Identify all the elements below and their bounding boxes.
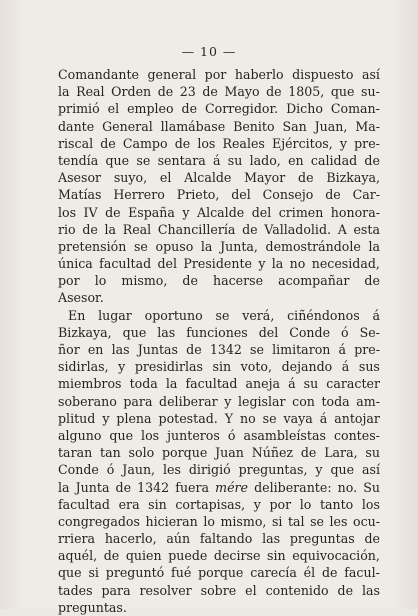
word: su xyxy=(227,152,243,168)
word: á xyxy=(288,376,296,392)
page-number: — 10 — xyxy=(181,44,237,59)
word: la xyxy=(368,238,380,254)
word: equivocación, xyxy=(292,548,380,564)
word: preguntas. xyxy=(58,599,127,615)
word: Conde xyxy=(289,324,331,340)
text-line xyxy=(58,307,380,324)
word: lado, xyxy=(249,152,281,168)
word: sin xyxy=(212,359,232,375)
word: y xyxy=(339,135,347,151)
text-line xyxy=(58,393,380,410)
text-line xyxy=(58,169,380,186)
text-line xyxy=(58,83,380,100)
word: pre- xyxy=(354,135,380,151)
word: que xyxy=(58,565,82,581)
word: antojar xyxy=(334,410,380,426)
word: Mayor xyxy=(244,170,286,186)
word: ó xyxy=(341,324,349,340)
word: porque xyxy=(162,445,208,461)
word: las xyxy=(362,582,380,598)
word: Alcalde xyxy=(184,170,232,186)
word: los xyxy=(141,427,160,443)
word: y xyxy=(258,256,266,272)
text-line xyxy=(58,204,380,221)
word: de xyxy=(103,548,120,564)
word: toda xyxy=(321,393,350,409)
word: de xyxy=(298,170,314,186)
word: Bizkaya, xyxy=(58,324,112,340)
word: así xyxy=(362,462,380,478)
text-line xyxy=(58,186,380,203)
word: Bizkaya, xyxy=(326,170,380,186)
word: se xyxy=(133,238,148,254)
word: á xyxy=(338,342,347,357)
word: á xyxy=(341,359,350,375)
word: se xyxy=(250,342,264,357)
word: aquél, xyxy=(58,548,98,564)
word: sobre xyxy=(200,582,237,598)
word: de xyxy=(364,531,380,547)
word: Junta xyxy=(75,479,110,495)
word: de xyxy=(82,221,98,237)
word: Valladolid. xyxy=(264,221,332,237)
word: de xyxy=(181,101,198,117)
word: limitaron xyxy=(272,342,331,357)
word: los xyxy=(361,496,380,512)
text-line xyxy=(58,66,380,83)
word: pre- xyxy=(354,342,380,357)
word: junteros xyxy=(167,427,220,443)
word: dante xyxy=(58,118,95,134)
word: de xyxy=(115,479,132,495)
word: Matías xyxy=(58,187,102,203)
word: vaya xyxy=(283,410,313,426)
word: Núñez xyxy=(251,445,294,461)
word: aún xyxy=(166,531,191,547)
word: fué xyxy=(171,565,192,581)
word: de xyxy=(202,84,218,100)
word: tendía xyxy=(58,152,99,168)
word: los xyxy=(58,204,77,220)
word: caracter xyxy=(326,376,380,392)
word: toda xyxy=(129,376,158,392)
word: presidirlas xyxy=(134,359,203,375)
word: de xyxy=(186,342,202,357)
word: Chancillería xyxy=(157,221,236,237)
word: ó xyxy=(106,462,115,478)
word: España xyxy=(128,204,175,220)
word: y xyxy=(102,410,110,426)
word: haberlo xyxy=(234,67,284,82)
word: que xyxy=(109,427,134,443)
word: no xyxy=(240,410,256,426)
text-line xyxy=(58,513,380,530)
word: de xyxy=(266,84,282,100)
word: si xyxy=(271,513,283,529)
word: en xyxy=(288,152,304,168)
word: Asesor. xyxy=(58,290,104,306)
word: y xyxy=(315,462,323,478)
text-line xyxy=(58,152,380,169)
text-line xyxy=(58,135,380,152)
word: plena xyxy=(116,410,152,426)
word: la xyxy=(200,238,213,254)
word: sentara xyxy=(157,152,206,168)
word: miembros xyxy=(58,376,122,392)
word: de xyxy=(174,135,191,151)
word: A xyxy=(337,221,347,237)
word: preguntó xyxy=(105,565,165,581)
word: facultad xyxy=(185,376,238,392)
word: Reales xyxy=(222,135,265,151)
word: que xyxy=(105,152,130,168)
word: sin xyxy=(267,548,286,564)
text-line xyxy=(58,427,380,444)
text-line xyxy=(58,289,380,306)
word: contes- xyxy=(333,427,380,443)
word: Junta, xyxy=(220,238,258,254)
text-line xyxy=(58,100,380,117)
word: Y xyxy=(224,410,234,426)
text-line xyxy=(58,547,380,564)
word: decirse xyxy=(213,548,261,564)
word: sus xyxy=(358,359,380,375)
word: Prieto, xyxy=(176,187,220,203)
word: á xyxy=(319,410,328,426)
word: contenido xyxy=(265,582,329,598)
word: les xyxy=(163,462,181,478)
word: Campo xyxy=(122,135,168,151)
word: puede xyxy=(168,548,208,564)
text-line xyxy=(58,238,380,255)
word: dirigió xyxy=(188,462,231,478)
word: Alcalde xyxy=(197,204,245,220)
word: San xyxy=(282,118,307,134)
word: y xyxy=(224,393,232,409)
word: la xyxy=(58,479,70,495)
word: y xyxy=(253,496,261,512)
word: Dicho xyxy=(286,101,323,117)
word: En xyxy=(68,307,86,323)
word: y xyxy=(182,204,190,220)
word: esta xyxy=(353,221,380,237)
word: suyo, xyxy=(113,170,148,186)
text-line xyxy=(58,375,380,392)
word: única xyxy=(58,256,93,272)
word: de xyxy=(105,204,121,220)
word: su xyxy=(365,445,380,461)
word: así xyxy=(361,67,380,82)
word: Herrero xyxy=(113,187,165,203)
word: Comandante xyxy=(58,67,139,82)
word: Real xyxy=(122,221,152,237)
word: la xyxy=(58,84,70,100)
word: dejando xyxy=(281,359,333,375)
word: las xyxy=(262,531,281,547)
text-line xyxy=(58,530,380,547)
word: con xyxy=(292,393,315,409)
word: General xyxy=(102,118,153,134)
word: en xyxy=(87,342,104,357)
word: honora- xyxy=(330,204,380,220)
word: se xyxy=(262,410,277,426)
word: 1342 xyxy=(209,342,242,357)
word: pretensión xyxy=(58,238,127,254)
word: quien xyxy=(125,548,162,564)
word: del xyxy=(157,256,178,272)
word: 23 xyxy=(179,84,196,100)
word: rriera xyxy=(58,531,96,547)
word: de xyxy=(157,84,174,100)
word: aneja xyxy=(245,376,281,392)
text-line xyxy=(58,410,380,427)
text-line xyxy=(58,599,380,616)
word: Ma- xyxy=(355,118,380,134)
word: para xyxy=(101,582,131,598)
word: porque xyxy=(198,565,244,581)
word: IV xyxy=(83,204,98,220)
word: la xyxy=(104,221,117,237)
word: preguntas xyxy=(289,531,355,547)
word: general xyxy=(147,67,197,82)
word: de xyxy=(321,565,338,581)
word: la xyxy=(271,256,284,272)
word: am- xyxy=(356,393,380,409)
word: Lara, xyxy=(324,445,358,461)
word: se xyxy=(310,513,324,529)
word: hacerlo, xyxy=(104,531,157,547)
word: del xyxy=(231,187,251,203)
word: mére xyxy=(215,479,248,495)
word: las xyxy=(157,324,176,340)
word: oportuno xyxy=(144,307,203,323)
word: no. xyxy=(337,479,358,495)
word: facultad xyxy=(99,256,152,272)
word: que xyxy=(122,324,147,340)
word: era xyxy=(118,496,140,512)
word: empleo xyxy=(127,101,174,117)
word: Orden xyxy=(111,84,152,100)
word: sidirlas, xyxy=(58,359,109,375)
text-line xyxy=(58,255,380,272)
word: tan xyxy=(100,445,121,461)
word: Car- xyxy=(352,187,380,203)
word: riscal xyxy=(58,135,94,151)
word: de xyxy=(325,187,341,203)
word: necesidad, xyxy=(311,256,380,272)
word: congregados xyxy=(58,513,140,529)
word: lugar xyxy=(98,307,132,323)
word: mismo, xyxy=(220,513,267,529)
word: que xyxy=(330,462,355,478)
word: ñor xyxy=(58,342,80,357)
word: Benito xyxy=(233,118,275,134)
word: de xyxy=(300,445,317,461)
word: y xyxy=(118,359,126,375)
word: voto, xyxy=(240,359,273,375)
text-line xyxy=(58,221,380,238)
word: fuera xyxy=(175,479,210,495)
word: el xyxy=(159,170,172,186)
word: acompañar xyxy=(278,273,350,289)
word: de xyxy=(242,221,258,237)
word: hicieran xyxy=(145,513,198,529)
text-line xyxy=(58,479,380,496)
word: alguno xyxy=(58,427,102,443)
word: 1342 xyxy=(137,479,170,495)
word: Consejo xyxy=(262,187,314,203)
word: preguntas, xyxy=(238,462,308,478)
word: su- xyxy=(361,84,380,100)
word: ó xyxy=(227,427,236,443)
word: por xyxy=(58,273,80,289)
word: por xyxy=(269,496,292,512)
text-line xyxy=(58,341,380,358)
word: á xyxy=(212,152,221,168)
word: el xyxy=(245,582,257,598)
word: lo xyxy=(203,513,215,529)
word: Su xyxy=(363,479,380,495)
word: sin xyxy=(148,496,167,512)
word: la xyxy=(165,376,178,392)
word: cortapisas, xyxy=(175,496,246,512)
word: de xyxy=(364,152,380,168)
word: de xyxy=(364,273,380,289)
word: el xyxy=(107,101,120,117)
word: Ejércitos, xyxy=(272,135,333,151)
word: él xyxy=(303,565,316,581)
word: dispuesto xyxy=(292,67,354,82)
word: para xyxy=(123,393,153,409)
text-line xyxy=(58,496,380,513)
word: deliberante: xyxy=(254,479,332,495)
word: Se- xyxy=(359,324,380,340)
word: carecía xyxy=(250,565,297,581)
word: resolver xyxy=(139,582,192,598)
word: no xyxy=(289,256,306,272)
word: facultad xyxy=(58,496,110,512)
word: de xyxy=(337,582,354,598)
word: crimen xyxy=(278,204,324,220)
word: su xyxy=(303,376,319,392)
word: que xyxy=(330,84,355,100)
word: se xyxy=(136,152,151,168)
word: se xyxy=(215,307,230,323)
word: facul- xyxy=(344,565,380,581)
word: del xyxy=(251,204,272,220)
word: á xyxy=(372,307,380,323)
word: legislar xyxy=(237,393,286,409)
word: 1805, xyxy=(288,84,325,100)
word: tades xyxy=(58,582,93,598)
word: si xyxy=(88,565,99,581)
word: los xyxy=(197,135,216,151)
word: de xyxy=(182,273,198,289)
text-line xyxy=(58,564,380,581)
word: Juan xyxy=(215,445,244,461)
word: faltando xyxy=(199,531,253,547)
text-line xyxy=(58,461,380,478)
word: las xyxy=(111,342,130,357)
word: lo xyxy=(299,496,312,512)
word: taran xyxy=(58,445,93,461)
word: lo xyxy=(94,273,107,289)
word: verá, xyxy=(242,307,275,323)
word: de xyxy=(100,135,116,151)
text-line xyxy=(58,118,380,135)
text-line xyxy=(58,582,380,599)
word: opuso xyxy=(155,238,194,254)
word: funciones xyxy=(186,324,248,340)
word: tanto xyxy=(319,496,354,512)
word: primió xyxy=(58,101,100,117)
word: deliberar xyxy=(159,393,218,409)
word: llamábase xyxy=(160,118,226,134)
word: Corregidor. xyxy=(205,101,279,117)
word: plitud xyxy=(58,410,96,426)
word: rio xyxy=(58,221,76,237)
word: soberano xyxy=(58,393,117,409)
text-line xyxy=(58,444,380,461)
word: demostrándole xyxy=(265,238,361,254)
word: asambleístas xyxy=(243,427,326,443)
word: solo xyxy=(128,445,155,461)
word: del xyxy=(258,324,279,340)
text-line xyxy=(58,358,380,375)
word: Juntas xyxy=(137,342,179,357)
word: Presidente xyxy=(183,256,252,272)
body-text xyxy=(58,66,380,616)
word: hacerse xyxy=(212,273,264,289)
text-line xyxy=(58,272,380,289)
word: Mayo xyxy=(224,84,260,100)
word: Coman- xyxy=(330,101,380,117)
word: calidad xyxy=(310,152,358,168)
word: ocu- xyxy=(352,513,380,529)
word: Juan, xyxy=(314,118,348,134)
word: tal xyxy=(287,513,305,529)
word: Asesor xyxy=(58,170,102,186)
word: Real xyxy=(76,84,105,100)
word: Conde xyxy=(58,462,99,478)
word: Jaun, xyxy=(122,462,156,478)
word: por xyxy=(204,67,227,82)
word: les xyxy=(329,513,348,529)
word: mismo, xyxy=(121,273,168,289)
word: ciñéndonos xyxy=(287,307,360,323)
text-line xyxy=(58,324,380,341)
word: potestad. xyxy=(158,410,218,426)
